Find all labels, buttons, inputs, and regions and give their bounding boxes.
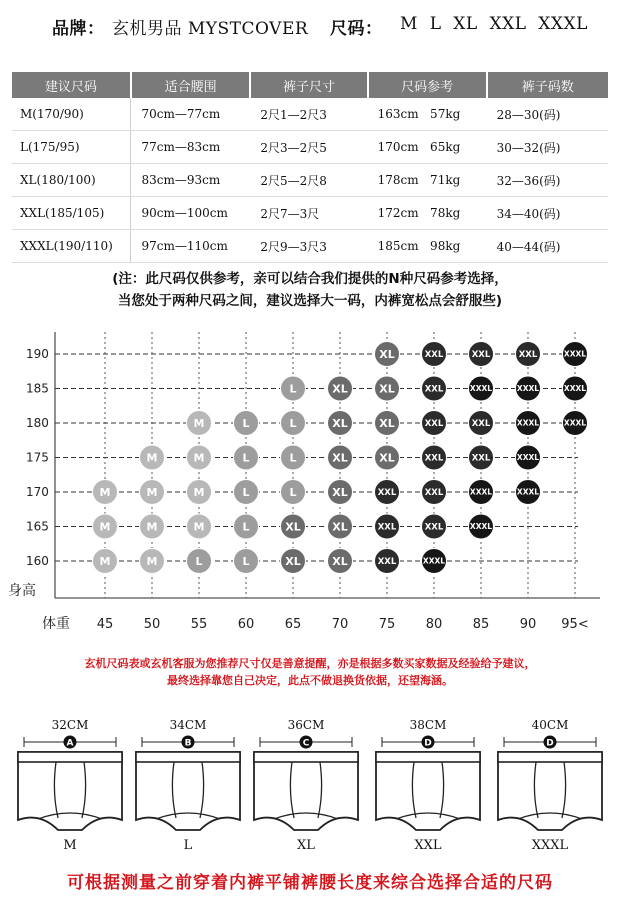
table-cell: L(175/95) xyxy=(12,131,131,164)
size-marker-label: L xyxy=(242,416,250,430)
size-marker-label: M xyxy=(146,520,158,534)
brand-value: 玄机男品 MYSTCOVER xyxy=(112,19,309,39)
table-cell: 30—32(码) xyxy=(487,131,608,164)
size-marker-label: XXXL xyxy=(516,384,540,394)
table-cell: 172cm 78kg xyxy=(368,197,487,230)
size-marker-label: L xyxy=(242,485,250,499)
footer-note: 可根据测量之前穿着内裤平铺裤腰长度来综合选择合适的尺码 xyxy=(67,873,553,893)
y-tick-label: 165 xyxy=(26,519,49,534)
table-cell: 83cm—93cm xyxy=(131,164,250,197)
size-marker-label: L xyxy=(242,554,250,568)
size-marker-label: XL xyxy=(332,485,348,499)
x-tick-label: 45 xyxy=(96,617,114,632)
garment-leg-seam xyxy=(38,813,102,819)
table-cell: 2尺5—2尺8 xyxy=(250,164,367,197)
table-cell: 2尺1—2尺3 xyxy=(250,98,367,131)
size-list: M L XL XXL XXXL xyxy=(400,14,588,34)
table-cell: 163cm 57kg xyxy=(368,98,487,131)
size-marker-label: M xyxy=(146,485,158,499)
garment-waistband xyxy=(136,752,240,762)
table-cell: 2尺7—3尺 xyxy=(250,197,367,230)
size-marker-label: L xyxy=(289,416,297,430)
note-line: 当您处于两种尺码之间，建议选择大一码，内裤宽松点会舒服些) xyxy=(117,293,503,309)
table-cell: 28—30(码) xyxy=(487,98,608,131)
garment-outline xyxy=(136,752,240,830)
garment-size-label: L xyxy=(183,838,193,853)
table-cell: 2尺9—3尺3 xyxy=(250,230,367,263)
table-cell: 178cm 71kg xyxy=(368,164,487,197)
garment-size-label: M xyxy=(63,838,77,853)
size-marker-label: XL xyxy=(285,554,301,568)
size-marker-label: XL xyxy=(379,382,395,396)
x-tick-label: 70 xyxy=(331,617,349,632)
x-tick-label: 60 xyxy=(237,617,255,632)
size-marker-label: XXL xyxy=(424,522,444,533)
garment-size-label: XL xyxy=(297,838,315,853)
size-marker-label: XXL xyxy=(424,488,444,499)
size-table xyxy=(12,72,608,263)
size-marker-label: M xyxy=(146,451,158,465)
garment-outline xyxy=(498,752,602,830)
size-marker-label: XXL xyxy=(471,453,491,464)
size-marker-label: M xyxy=(193,416,205,430)
size-marker-label: XXXL xyxy=(563,349,587,359)
note-line: (注：此尺码仅供参考，亲可以结合我们提供的N种尺码参考选择， xyxy=(112,271,508,287)
table-cell: M(170/90) xyxy=(12,98,131,131)
table-cell: XXXL(190/110) xyxy=(12,230,131,263)
disclaimer-line: 最终选择靠您自己决定，此点不做退换货依据，还望海涵。 xyxy=(167,674,453,687)
col-header: 建议尺码 xyxy=(12,72,131,98)
size-marker-label: M xyxy=(99,485,111,499)
y-axis-label: 身高 xyxy=(8,583,36,599)
x-tick-label: 50 xyxy=(143,617,161,632)
size-marker-label: XXXL xyxy=(516,418,540,428)
size-marker-label: XL xyxy=(285,520,301,534)
size-marker-label: M xyxy=(99,520,111,534)
garment-size-label: XXXL xyxy=(531,838,569,853)
size-marker-label: M xyxy=(99,554,111,568)
table-cell: 40—44(码) xyxy=(487,230,608,263)
table-cell: 2尺3—2尺5 xyxy=(250,131,367,164)
garment-pouch xyxy=(290,762,321,818)
size-marker-label: XXL xyxy=(518,350,538,361)
table-cell: 170cm 65kg xyxy=(368,131,487,164)
marker-badge-label: D xyxy=(424,738,432,749)
table-row xyxy=(12,98,608,131)
table-cell: XXL(185/105) xyxy=(12,197,131,230)
garment-waistband xyxy=(376,752,480,762)
size-marker-label: XXL xyxy=(377,557,397,568)
waist-width-label: 34CM xyxy=(169,718,207,732)
x-tick-label: 55 xyxy=(190,617,208,632)
size-marker-label: XXL xyxy=(471,419,491,430)
x-tick-label: 75 xyxy=(378,617,396,632)
size-marker-label: L xyxy=(242,451,250,465)
size-marker-label: L xyxy=(289,485,297,499)
size-marker-label: M xyxy=(146,554,158,568)
table-cell: 34—40(码) xyxy=(487,197,608,230)
size-marker-label: XL xyxy=(332,520,348,534)
size-marker-label: M xyxy=(193,520,205,534)
garment-outline xyxy=(254,752,358,830)
size-marker-label: XL xyxy=(332,554,348,568)
x-tick-label: 85 xyxy=(472,617,490,632)
garment-outline xyxy=(376,752,480,830)
x-axis-label: 体重 xyxy=(42,616,70,632)
size-marker-label: XXL xyxy=(471,350,491,361)
marker-badge-label: A xyxy=(66,738,74,749)
col-header: 适合腰围 xyxy=(131,72,250,98)
x-tick-label: 80 xyxy=(425,617,443,632)
size-marker-label: L xyxy=(289,382,297,396)
size-marker-label: M xyxy=(193,485,205,499)
disclaimer xyxy=(0,655,620,689)
col-header: 裤子码数 xyxy=(487,72,608,98)
size-marker-label: XXL xyxy=(424,384,444,395)
col-header: 裤子尺寸 xyxy=(250,72,367,98)
size-table-header xyxy=(12,72,608,98)
garment-pouch xyxy=(54,762,85,818)
size-marker-label: XXXL xyxy=(469,487,493,497)
garment-leg-seam xyxy=(156,813,220,819)
size-marker-label: XL xyxy=(332,382,348,396)
waist-width-label: 38CM xyxy=(409,718,447,732)
x-tick-label: 65 xyxy=(284,617,302,632)
size-marker-label: XXL xyxy=(424,419,444,430)
x-tick-label: 90 xyxy=(519,617,537,632)
size-marker-label: XL xyxy=(379,451,395,465)
garment-leg-seam xyxy=(396,813,460,819)
garment-pouch xyxy=(412,762,443,818)
size-chart xyxy=(0,318,620,648)
size-note xyxy=(0,268,620,312)
size-marker-label: XL xyxy=(332,416,348,430)
marker-badge-label: C xyxy=(302,738,310,749)
table-row xyxy=(12,164,608,197)
size-marker-label: XXXL xyxy=(516,453,540,463)
waist-width-label: 32CM xyxy=(51,718,89,732)
garment-leg-seam xyxy=(518,813,582,819)
table-cell: 77cm—83cm xyxy=(131,131,250,164)
size-marker-label: XXL xyxy=(424,453,444,464)
size-marker-label: XXXL xyxy=(469,522,493,532)
garment-waistband xyxy=(18,752,122,762)
size-marker-label: XXXL xyxy=(469,384,493,394)
y-tick-label: 185 xyxy=(26,381,49,396)
table-row xyxy=(12,131,608,164)
size-marker-label: XXL xyxy=(377,488,397,499)
marker-badge-label: B xyxy=(184,738,192,749)
table-cell: 90cm—100cm xyxy=(131,197,250,230)
disclaimer-line: 玄机尺码表或玄机客服为您推荐尺寸仅是善意提醒，亦是根据多数买家数据及经验给予建议， xyxy=(84,657,536,670)
y-tick-label: 180 xyxy=(26,416,49,430)
garment-waistband xyxy=(498,752,602,762)
size-marker-label: L xyxy=(242,520,250,534)
y-tick-label: 175 xyxy=(26,450,49,465)
y-tick-label: 160 xyxy=(26,554,49,568)
col-header: 尺码参考 xyxy=(368,72,487,98)
garment-size-label: XXL xyxy=(414,838,442,853)
table-row xyxy=(12,197,608,230)
table-cell: 70cm—77cm xyxy=(131,98,250,131)
table-cell: 32—36(码) xyxy=(487,164,608,197)
y-tick-label: 170 xyxy=(26,485,49,499)
size-marker-label: XL xyxy=(332,451,348,465)
size-marker-label: XXL xyxy=(377,522,397,533)
size-marker-label: XL xyxy=(379,416,395,430)
size-marker-label: XXXL xyxy=(516,487,540,497)
size-marker-label: XXXL xyxy=(563,418,587,428)
waist-width-label: 36CM xyxy=(287,718,325,732)
size-marker-label: M xyxy=(193,451,205,465)
table-cell: XL(180/100) xyxy=(12,164,131,197)
table-row xyxy=(12,230,608,263)
size-marker-label: L xyxy=(195,554,203,568)
marker-badge-label: D xyxy=(546,738,554,749)
y-tick-label: 190 xyxy=(26,347,49,361)
size-marker-label: XXL xyxy=(424,350,444,361)
table-cell: 185cm 98kg xyxy=(368,230,487,263)
garment-diagrams xyxy=(0,712,620,862)
size-label: 尺码： xyxy=(330,19,383,39)
size-marker-label: XXXL xyxy=(422,556,446,566)
table-cell: 97cm—110cm xyxy=(131,230,250,263)
garment-leg-seam xyxy=(274,813,338,819)
size-marker-label: XL xyxy=(379,347,395,361)
size-marker-label: L xyxy=(289,451,297,465)
x-tick-label: 95< xyxy=(561,617,589,632)
garment-waistband xyxy=(254,752,358,762)
garment-outline xyxy=(18,752,122,830)
brand-label: 品牌： xyxy=(52,19,105,39)
size-marker-label: XXXL xyxy=(563,384,587,394)
garment-pouch xyxy=(534,762,565,818)
waist-width-label: 40CM xyxy=(531,718,569,732)
garment-pouch xyxy=(172,762,203,818)
